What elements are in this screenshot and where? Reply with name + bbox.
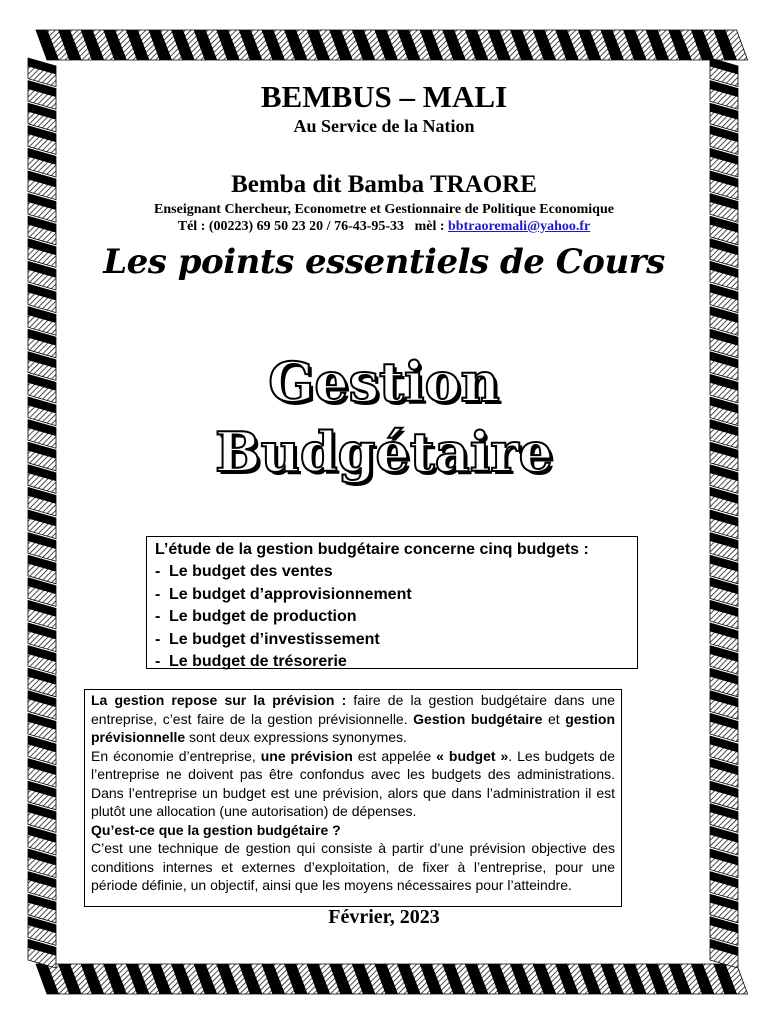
list-item: - Le budget de production — [155, 608, 357, 626]
course-subtitle: Les points essentiels de Cours — [103, 242, 665, 282]
list-item: - Le budget de trésorerie — [155, 652, 347, 670]
author-role: Enseignant Chercheur, Econometre et Gestionnaire de Politique Economique — [154, 202, 614, 217]
paragraph-budget: En économie d’entreprise, une prévision est appelée « budget ». Les budgets de l’entreprise ne doivent pas être confondus avec les budgets des administrations. Dans l’entreprise un budget est une prévision, alors que dans l’administration il est plutôt une allocation (une autorisation) de dépenses. — [91, 747, 615, 819]
phone-text: Tél : (00223) 69 50 23 20 / 76-43-95-33 — [177, 219, 405, 234]
list-item: - Le budget des ventes — [155, 563, 333, 581]
list-item: - Le budget d’investissement — [155, 630, 380, 648]
paragraph-definition: C’est une technique de gestion qui consiste à partir d’une prévision objective des conditions internes et externes d’exploitation, de fixer à l’entreprise, pour une période définie, un objectif, ainsi que les moyens nécessaires pour l’atteindre. — [91, 840, 615, 893]
mail-label: mèl : — [414, 219, 445, 234]
question-heading: Qu’est-ce que la gestion budgétaire ? — [91, 821, 341, 838]
list-item: - Le budget d’approvisionnement — [155, 585, 412, 603]
author-name: Bemba dit Bamba TRAORE — [231, 171, 537, 198]
document-title-line2: Budgétaire — [214, 420, 554, 484]
organization-motto: Au Service de la Nation — [293, 116, 475, 136]
info-box — [84, 689, 622, 907]
author-contact — [0, 219, 768, 235]
document-title-line1: Gestion — [268, 350, 500, 414]
email-link[interactable]: bbtraoremali@yahoo.fr — [448, 219, 591, 234]
organization-name: BEMBUS – MALI — [260, 79, 508, 114]
budgets-box — [146, 536, 638, 669]
paragraph-prevision: La gestion repose sur la prévision : faire de la gestion budgétaire dans une entreprise, c’est faire de la gestion prévisionnelle. Gestion budgétaire et gestion prévisionnelle sont deux expressions synonymes. — [91, 692, 615, 745]
document-date: Février, 2023 — [328, 906, 440, 928]
budgets-intro: L’étude de la gestion budgétaire concerne cinq budgets : — [155, 541, 589, 558]
